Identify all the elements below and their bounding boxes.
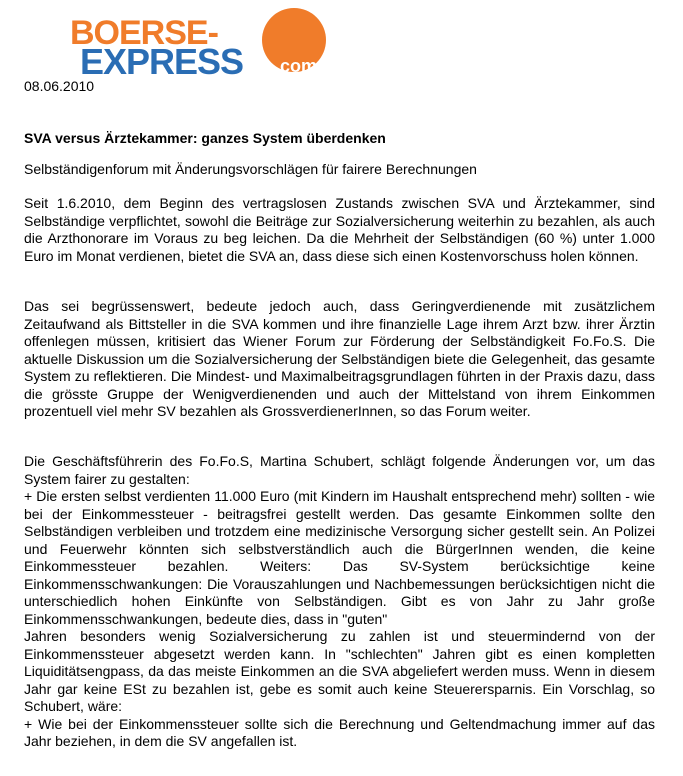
- paragraph-3-continuation: Jahren besonders wenig Sozialversicherung zu zahlen ist und steuermindernd von der Einkommenssteuer abgesetzt werden kann. In "schlechten" Jahren gibt es einen kompletten Liquiditätsengpass, da das meiste Einkommen an die SVA abgeliefert werden muss. Wenn in diesem Jahr gar keine ESt zu bezahlen ist, gebe es somit auch keine Steuerersparnis. Ein Vorschlag, so Schubert, wäre:: [24, 628, 655, 714]
- paragraph-3-intro: Die Geschäftsführerin des Fo.Fo.S, Martina Schubert, schlägt folgende Änderungen vor, um das System fairer zu gestalten:: [24, 453, 655, 487]
- paragraph-3-point-2: + Wie bei der Einkommenssteuer sollte sich die Berechnung und Geltendmachung immer auf das Jahr beziehen, in dem die SV angefallen ist.: [24, 715, 655, 749]
- boerse-express-logo[interactable]: [70, 6, 332, 76]
- paragraph-3-block: [24, 453, 655, 751]
- paragraph-3-point-1: + Die ersten selbst verdienten 11.000 Euro (mit Kindern im Haushalt entsprechend mehr) sollten - wie bei der Einkommessteuer - beitragsfrei gestellt werden. Das gesamte Einkommen sollte den Selbständigen verbleiben und trotzdem eine medizinische Versorgung sicher gestellt sein. An Polizei und Feuerwehr könnten sich selbstverständlich auch die BürgerInnen wenden, die keine Einkommessteuer bezahlen. Weiters: Das SV-System berücksichtige keine Einkommensschwankungen: Die Vorauszahlungen und Nachbemessungen berücksichtigen nicht die unterschiedlich hohen Einkünfte von Selbständigen. Gibt es von Jahr zu Jahr große Einkommensschwankungen, bedeute dies, dass in "guten": [24, 488, 655, 627]
- logo-line1: BOERSE-: [70, 14, 218, 52]
- article-subtitle: Selbständigenforum mit Änderungsvorschlägen für fairere Berechnungen: [24, 161, 477, 177]
- paragraph-1: Seit 1.6.2010, dem Beginn des vertragslosen Zustands zwischen SVA und Ärztekammer, sind Selbständige verpflichtet, sowohl die Beiträge zur Sozialversicherung weiterhin zu bezahlen, als auch die Arzthonorare im Voraus zu beg leichen. Da die Mehrheit der Selbständigen (60 %) unter 1.000 Euro im Monat verdienen, bietet die SVA an, dass diese sich einen Kostenvorschuss holen können.: [24, 195, 655, 264]
- boerse-express-logo-icon: [70, 6, 332, 76]
- paragraph-2-block: [24, 298, 655, 421]
- article-title: SVA versus Ärztekammer: ganzes System überdenken: [24, 130, 386, 146]
- paragraph-2: Das sei begrüssenswert, bedeute jedoch auch, dass Geringverdienende mit zusätzlichem Zeitaufwand als Bittsteller in die SVA kommen und ihre finanzielle Lage ihrem Arzt bzw. ihrer Ärztin offenlegen müssen, kritisiert das Wiener Forum zur Förderung der Selbständigkeit Fo.Fo.S. Die aktuelle Diskussion um die Sozialversicherung der Selbständigen biete die Gelegenheit, das gesamte System zu reflektieren. Die Mindest- und Maximalbeitragsgrundlagen führten in der Praxis dazu, dass die grösste Gruppe der Wenigverdienenden und auch der Mittelstand von ihrem Einkommen prozentuell viel mehr SV bezahlen als GrossverdienerInnen, so das Forum weiter.: [24, 298, 655, 419]
- article-date: 08.06.2010: [24, 78, 95, 94]
- paragraph-1-block: [24, 195, 655, 265]
- logo-line2: EXPRESS: [80, 41, 244, 76]
- logo-suffix: com: [280, 56, 318, 76]
